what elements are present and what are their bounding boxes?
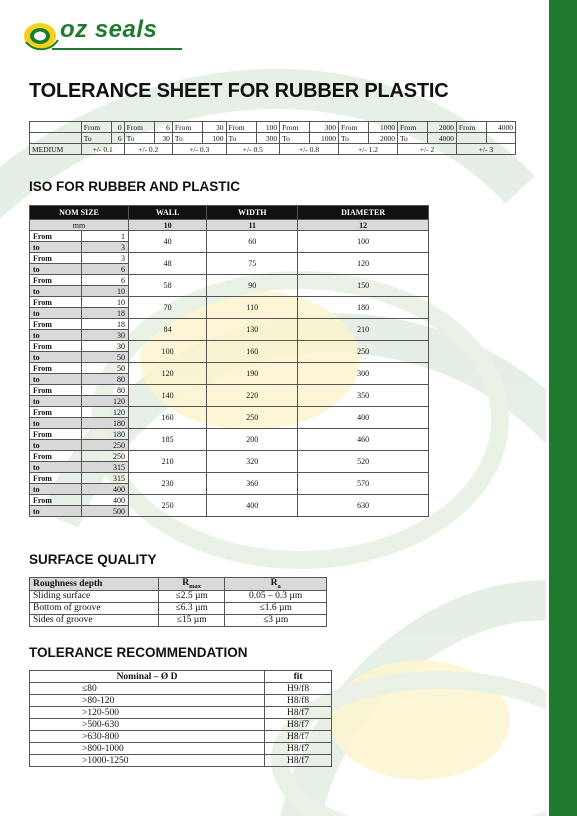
- iso-diameter-value: 300: [298, 363, 429, 385]
- iso-header-diameter: DIAMETER: [298, 206, 429, 220]
- iso-to-value: 6: [82, 264, 129, 275]
- iso-to-label: to: [30, 242, 82, 253]
- iso-diameter-value: 350: [298, 385, 429, 407]
- tolerance-from-cell: 4000: [487, 122, 516, 133]
- tolerance-from-cell: 1000: [369, 122, 398, 133]
- recommendation-row: [30, 755, 332, 767]
- iso-wall-value: 100: [129, 341, 207, 363]
- surface-row: [30, 614, 327, 626]
- iso-header-width: WIDTH: [207, 206, 298, 220]
- iso-row-from: [30, 275, 429, 286]
- surface-header-ra: $R_a$: [225, 578, 327, 591]
- iso-wall-value: 70: [129, 297, 207, 319]
- iso-from-value: 6: [82, 275, 129, 286]
- iso-width-value: 110: [207, 297, 298, 319]
- surface-label: Bottom of groove: [30, 602, 159, 614]
- iso-from-label: From: [30, 473, 82, 484]
- iso-width-value: 90: [207, 275, 298, 297]
- iso-header-nom-size: NOM SIZE: [30, 206, 129, 220]
- iso-diameter-value: 210: [298, 319, 429, 341]
- iso-wall-value: 250: [129, 495, 207, 517]
- tolerance-to-cell: [456, 133, 486, 144]
- tolerance-from-cell: From: [456, 122, 486, 133]
- iso-to-label: to: [30, 330, 82, 341]
- recommendation-fit: H8/f7: [265, 731, 332, 743]
- recommendation-fit: H8/f7: [265, 719, 332, 731]
- iso-to-value: 30: [82, 330, 129, 341]
- iso-from-label: From: [30, 231, 82, 242]
- iso-width-value: 360: [207, 473, 298, 495]
- iso-diameter-value: 570: [298, 473, 429, 495]
- iso-row-from: [30, 451, 429, 462]
- iso-from-value: 400: [82, 495, 129, 506]
- tolerance-value: +/- 0.3: [172, 144, 226, 155]
- rec-header-nominal: Nominal – Ø D: [30, 671, 265, 683]
- iso-to-label: to: [30, 264, 82, 275]
- iso-to-label: to: [30, 374, 82, 385]
- surface-label: Sliding surface: [30, 590, 159, 602]
- general-tolerance-table: [29, 121, 516, 155]
- recommendation-heading: TOLERANCE RECOMMENDATION: [29, 645, 248, 660]
- rec-header-fit: fit: [265, 671, 332, 683]
- iso-to-label: to: [30, 396, 82, 407]
- iso-to-label: to: [30, 506, 82, 517]
- iso-from-value: 10: [82, 297, 129, 308]
- iso-width-value: 160: [207, 341, 298, 363]
- tolerance-to-cell: 6: [112, 133, 125, 144]
- iso-row-from: [30, 253, 429, 264]
- iso-wall-value: 210: [129, 451, 207, 473]
- tolerance-to-cell: 4000: [428, 133, 457, 144]
- tolerance-from-cell: From: [81, 122, 111, 133]
- tolerance-to-cell: To: [339, 133, 369, 144]
- iso-width-value: 400: [207, 495, 298, 517]
- iso-row-from: [30, 473, 429, 484]
- iso-to-value: 180: [82, 418, 129, 429]
- iso-row-from: [30, 407, 429, 418]
- iso-to-label: to: [30, 462, 82, 473]
- tolerance-from-cell: 100: [256, 122, 279, 133]
- recommendation-fit: H8/f7: [265, 755, 332, 767]
- iso-wall-value: 120: [129, 363, 207, 385]
- surface-row: [30, 590, 327, 602]
- recommendation-row: [30, 707, 332, 719]
- iso-from-value: 1: [82, 231, 129, 242]
- iso-to-value: 10: [82, 286, 129, 297]
- iso-to-label: to: [30, 286, 82, 297]
- iso-diameter-value: 400: [298, 407, 429, 429]
- iso-width-value: 60: [207, 231, 298, 253]
- iso-to-value: 120: [82, 396, 129, 407]
- iso-diameter-value: 150: [298, 275, 429, 297]
- iso-from-label: From: [30, 451, 82, 462]
- tolerance-to-cell: To: [81, 133, 111, 144]
- iso-from-label: From: [30, 363, 82, 374]
- iso-to-value: 400: [82, 484, 129, 495]
- iso-width-value: 190: [207, 363, 298, 385]
- tolerance-recommendation-table: [29, 670, 332, 767]
- tolerance-to-cell: 2000: [369, 133, 398, 144]
- tolerance-value: +/- 3: [456, 144, 515, 155]
- iso-wall-value: 230: [129, 473, 207, 495]
- iso-to-value: 250: [82, 440, 129, 451]
- iso-wall-value: 160: [129, 407, 207, 429]
- surface-ra: ≤1.6 µm: [225, 602, 327, 614]
- tolerance-from-cell: From: [226, 122, 256, 133]
- surface-rmax: ≤15 µm: [158, 614, 224, 626]
- tolerance-from-cell: 30: [203, 122, 226, 133]
- iso-from-label: From: [30, 407, 82, 418]
- recommendation-row: [30, 695, 332, 707]
- tolerance-value: +/- 2: [397, 144, 456, 155]
- tolerance-to-cell: 1000: [310, 133, 339, 144]
- iso-wall-value: 48: [129, 253, 207, 275]
- tolerance-value: +/- 0.8: [280, 144, 339, 155]
- recommendation-fit: H8/f7: [265, 707, 332, 719]
- tolerance-to-cell: To: [124, 133, 154, 144]
- iso-row-from: [30, 495, 429, 506]
- iso-row-from: [30, 385, 429, 396]
- tolerance-row-to: [30, 133, 516, 144]
- iso-table: [29, 205, 429, 517]
- recommendation-fit: H9/f8: [265, 683, 332, 695]
- tolerance-from-cell: 300: [310, 122, 339, 133]
- tolerance-to-cell: 300: [256, 133, 279, 144]
- iso-header-wall: WALL: [129, 206, 207, 220]
- surface-rmax: ≤6.3 µm: [158, 602, 224, 614]
- recommendation-row: [30, 719, 332, 731]
- iso-width-value: 250: [207, 407, 298, 429]
- medium-label: MEDIUM: [30, 144, 82, 155]
- iso-subheader-wall: 10: [129, 220, 207, 231]
- iso-to-value: 50: [82, 352, 129, 363]
- recommendation-nominal: >500-630: [30, 719, 265, 731]
- tolerance-to-cell: To: [226, 133, 256, 144]
- iso-from-label: From: [30, 385, 82, 396]
- recommendation-nominal: ≤80: [30, 683, 265, 695]
- iso-row-from: [30, 297, 429, 308]
- surface-ra: 0.05 – 0.3 µm: [225, 590, 327, 602]
- iso-from-value: 80: [82, 385, 129, 396]
- iso-to-value: 18: [82, 308, 129, 319]
- iso-diameter-value: 250: [298, 341, 429, 363]
- iso-to-value: 315: [82, 462, 129, 473]
- iso-from-value: 315: [82, 473, 129, 484]
- recommendation-nominal: >630-800: [30, 731, 265, 743]
- logo-underline: [52, 48, 182, 50]
- iso-subheader-mm: mm: [30, 220, 129, 231]
- recommendation-nominal: >120-500: [30, 707, 265, 719]
- iso-width-value: 320: [207, 451, 298, 473]
- surface-row: [30, 602, 327, 614]
- iso-to-value: 500: [82, 506, 129, 517]
- iso-wall-value: 140: [129, 385, 207, 407]
- iso-row-from: [30, 363, 429, 374]
- recommendation-row: [30, 731, 332, 743]
- iso-diameter-value: 520: [298, 451, 429, 473]
- tolerance-to-cell: To: [397, 133, 427, 144]
- recommendation-row: [30, 683, 332, 695]
- surface-quality-table: [29, 577, 327, 627]
- surface-ra: ≤3 µm: [225, 614, 327, 626]
- tolerance-from-cell: 6: [155, 122, 173, 133]
- recommendation-nominal: >80-120: [30, 695, 265, 707]
- iso-row-from: [30, 429, 429, 440]
- iso-from-label: From: [30, 275, 82, 286]
- iso-subheader-width: 11: [207, 220, 298, 231]
- iso-from-label: From: [30, 297, 82, 308]
- iso-from-value: 3: [82, 253, 129, 264]
- tolerance-corner-cell: [30, 122, 82, 133]
- iso-width-value: 130: [207, 319, 298, 341]
- iso-wall-value: 40: [129, 231, 207, 253]
- surface-label: Sides of groove: [30, 614, 159, 626]
- iso-from-value: 180: [82, 429, 129, 440]
- tolerance-from-cell: 2000: [428, 122, 457, 133]
- iso-from-label: From: [30, 495, 82, 506]
- iso-to-label: to: [30, 484, 82, 495]
- iso-wall-value: 58: [129, 275, 207, 297]
- page-title: TOLERANCE SHEET FOR RUBBER PLASTIC: [29, 80, 449, 102]
- iso-subheader-diameter: 12: [298, 220, 429, 231]
- tolerance-from-cell: From: [397, 122, 427, 133]
- tolerance-to-cell: To: [280, 133, 310, 144]
- tolerance-to-cell: [487, 133, 516, 144]
- iso-to-label: to: [30, 418, 82, 429]
- iso-row-from: [30, 231, 429, 242]
- tolerance-from-cell: From: [172, 122, 202, 133]
- logo-text: oz seals: [60, 16, 158, 43]
- iso-to-value: 3: [82, 242, 129, 253]
- tolerance-value: +/- 0.2: [124, 144, 172, 155]
- recommendation-row: [30, 743, 332, 755]
- iso-width-value: 75: [207, 253, 298, 275]
- surface-header-rmax: $R_{max}$: [158, 578, 224, 591]
- recommendation-nominal: >800-1000: [30, 743, 265, 755]
- surface-header-roughness: Roughness depth: [30, 578, 159, 591]
- oz-seals-logo: [22, 18, 182, 54]
- iso-to-value: 80: [82, 374, 129, 385]
- tolerance-row-from: [30, 122, 516, 133]
- tolerance-to-cell: 30: [155, 133, 173, 144]
- iso-from-value: 50: [82, 363, 129, 374]
- iso-diameter-value: 100: [298, 231, 429, 253]
- iso-row-from: [30, 319, 429, 330]
- iso-wall-value: 185: [129, 429, 207, 451]
- tolerance-from-cell: 0: [112, 122, 125, 133]
- iso-diameter-value: 630: [298, 495, 429, 517]
- recommendation-fit: H8/f8: [265, 695, 332, 707]
- iso-from-value: 18: [82, 319, 129, 330]
- iso-from-value: 250: [82, 451, 129, 462]
- iso-from-label: From: [30, 319, 82, 330]
- iso-from-value: 30: [82, 341, 129, 352]
- iso-heading: ISO FOR RUBBER AND PLASTIC: [29, 179, 241, 194]
- tolerance-value: +/- 1.2: [339, 144, 398, 155]
- iso-from-value: 120: [82, 407, 129, 418]
- surface-heading: SURFACE QUALITY: [29, 552, 157, 567]
- tolerance-corner-cell: [30, 133, 82, 144]
- tolerance-from-cell: From: [339, 122, 369, 133]
- iso-diameter-value: 180: [298, 297, 429, 319]
- tolerance-value: +/- 0.5: [226, 144, 280, 155]
- iso-width-value: 200: [207, 429, 298, 451]
- iso-to-label: to: [30, 308, 82, 319]
- iso-from-label: From: [30, 253, 82, 264]
- iso-row-from: [30, 341, 429, 352]
- tolerance-to-cell: To: [172, 133, 202, 144]
- tolerance-value: +/- 0.1: [81, 144, 124, 155]
- tolerance-row-medium: [30, 144, 516, 155]
- recommendation-nominal: >1000-1250: [30, 755, 265, 767]
- tolerance-from-cell: From: [280, 122, 310, 133]
- iso-diameter-value: 120: [298, 253, 429, 275]
- recommendation-fit: H8/f7: [265, 743, 332, 755]
- tolerance-from-cell: From: [124, 122, 154, 133]
- iso-to-label: to: [30, 352, 82, 363]
- iso-diameter-value: 460: [298, 429, 429, 451]
- surface-rmax: ≤2.5 µm: [158, 590, 224, 602]
- iso-width-value: 220: [207, 385, 298, 407]
- iso-to-label: to: [30, 440, 82, 451]
- iso-wall-value: 84: [129, 319, 207, 341]
- iso-from-label: From: [30, 341, 82, 352]
- iso-from-label: From: [30, 429, 82, 440]
- tolerance-to-cell: 100: [203, 133, 226, 144]
